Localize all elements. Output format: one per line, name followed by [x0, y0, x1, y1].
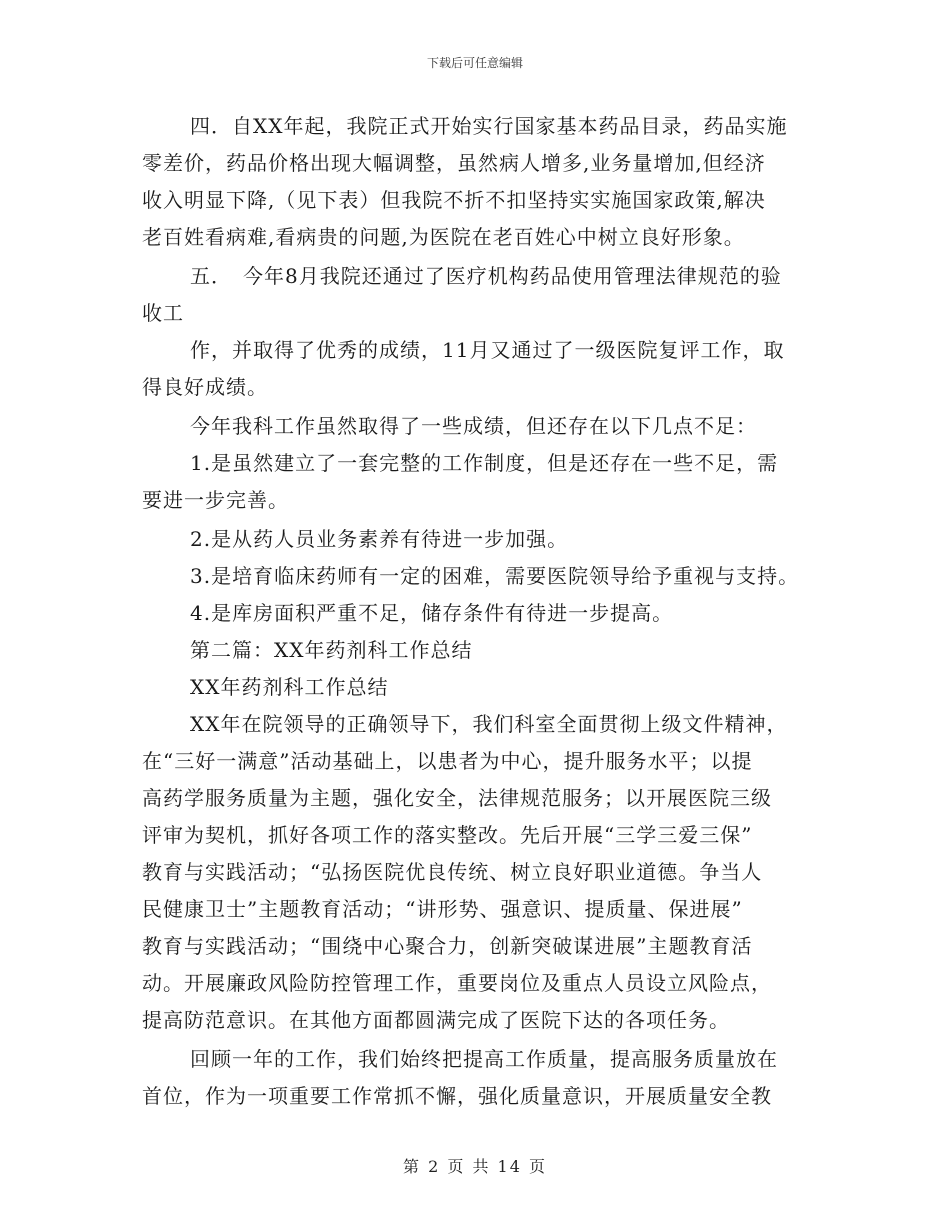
text-line: 教育与实践活动；“弘扬医院优良传统、树立良好职业道德。争当人: [142, 860, 763, 884]
section-title: XX年药剂科工作总结: [190, 675, 389, 699]
text-line: 民健康卫士”主题教育活动；“讲形势、强意识、提质量、保进展”: [142, 897, 743, 921]
list-item: 4.是库房面积严重不足，储存条件有待进一步提高。: [190, 601, 674, 625]
text-line: 今年我科工作虽然取得了一些成绩，但还存在以下几点不足：: [190, 414, 757, 438]
text-line: 在“三好一满意”活动基础上，以患者为中心，提升服务水平；以提: [142, 749, 753, 773]
page-header: 下载后可任意编辑: [426, 56, 523, 70]
text-line: 教育与实践活动；“围绕中心聚合力，创新突破谋进展”主题教育活: [142, 934, 753, 958]
text-line: 回顾一年的工作，我们始终把提高工作质量，提高服务质量放在: [190, 1047, 778, 1071]
page-number: 第 2 页 共 14 页: [403, 1157, 547, 1176]
text-line: 收入明显下降,（见下表）但我院不折不扣坚持实实施国家政策,解决: [142, 188, 766, 212]
text-line: 老百姓看病难,看病贵的问题,为医院在老百姓心中树立良好形象。: [142, 225, 745, 249]
text-line: 收工: [142, 301, 184, 325]
text-line: 零差价，药品价格出现大幅调整，虽然病人增多,业务量增加,但经济: [142, 151, 766, 175]
list-item: 2.是从药人员业务素养有待进一步加强。: [190, 527, 569, 551]
list-item: 3.是培育临床药师有一定的困难，需要医院领导给予重视与支持。: [190, 564, 800, 588]
text-line: 四．自XX年起，我院正式开始实行国家基本药品目录，药品实施: [190, 114, 788, 138]
text-line: 动。开展廉政风险防控管理工作，重要岗位及重点人员设立风险点，: [142, 971, 772, 995]
text-line: 五． 今年8月我院还通过了医疗机构药品使用管理法律规范的验: [190, 264, 782, 288]
text-line: 作，并取得了优秀的成绩，11月又通过了一级医院复评工作，取: [190, 338, 785, 362]
text-line: XX年在院领导的正确领导下，我们科室全面贯彻上级文件精神，: [190, 712, 788, 736]
text-line: 要进一步完善。: [142, 488, 289, 512]
text-line: 首位，作为一项重要工作常抓不懈，强化质量意识，开展质量安全教: [142, 1084, 772, 1108]
text-line: 高药学服务质量为主题，强化安全，法律规范服务；以开展医院三级: [142, 786, 772, 810]
list-item: 1.是虽然建立了一套完整的工作制度，但是还存在一些不足，需: [190, 451, 779, 475]
text-line: 提高防范意识。在其他方面都圆满完成了医院下达的各项任务。: [142, 1008, 730, 1032]
section-heading: 第二篇：XX年药剂科工作总结: [190, 638, 473, 662]
text-line: 得良好成绩。: [142, 375, 268, 399]
text-line: 评审为契机，抓好各项工作的落实整改。先后开展“三学三爱三保”: [142, 823, 753, 847]
